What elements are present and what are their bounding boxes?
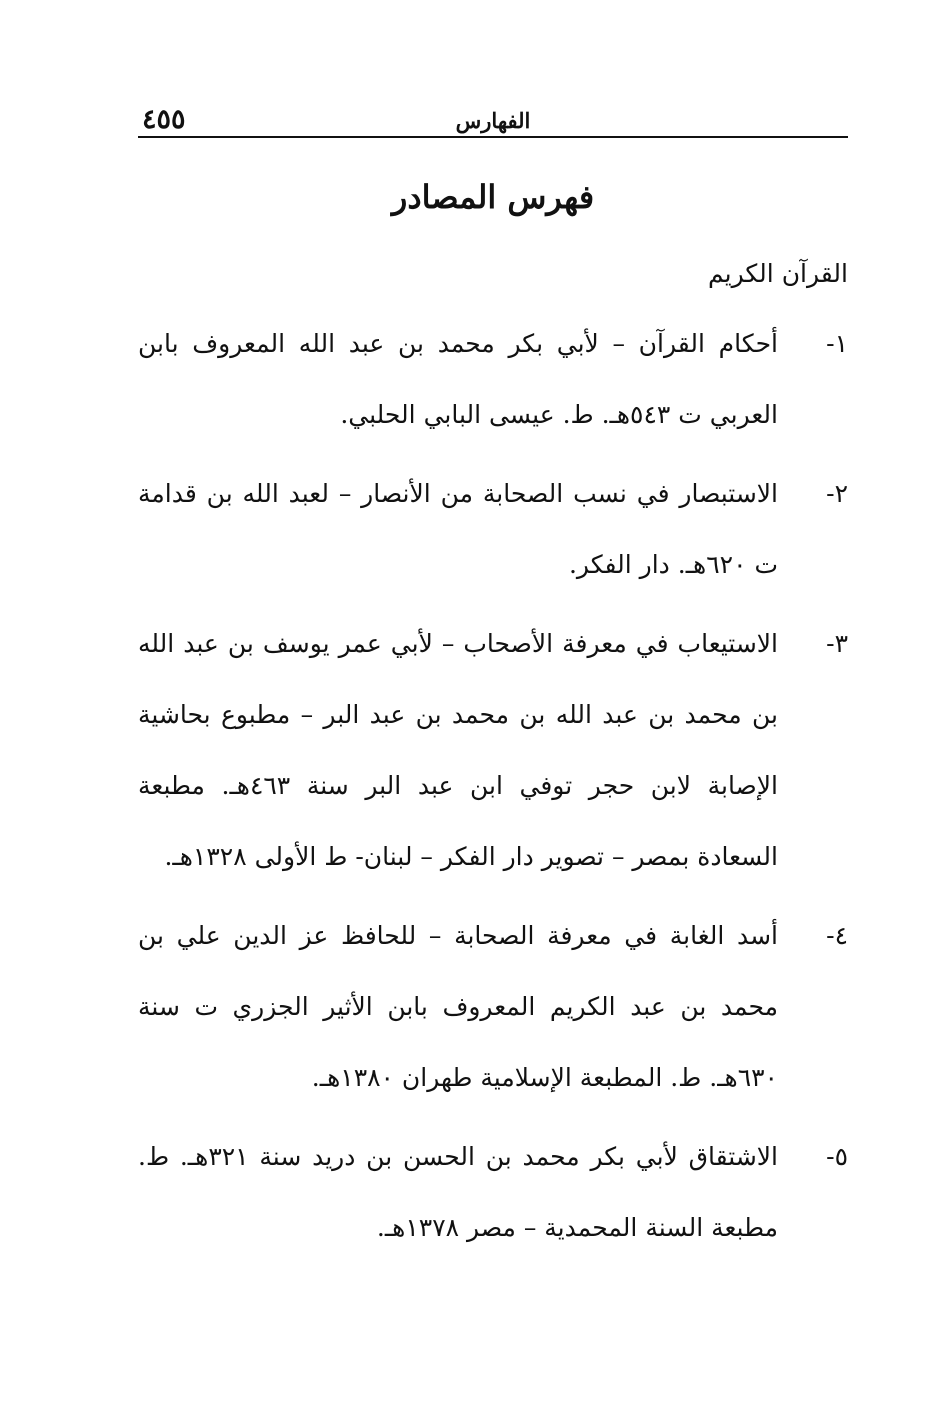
entry-text: أسد الغابة في معرفة الصحابة – للحافظ عز الدين علي بن محمد بن عبد الكريم المعروف بابن الأثير الجزري ت سنة ٦٣٠هـ. ط. المطبعة الإسلامية طهران ١٣٨٠هـ.: [138, 921, 778, 1092]
list-item: [138, 900, 848, 1113]
entry-number: ٤-: [826, 921, 848, 950]
entry-number: ٥-: [826, 1142, 848, 1171]
page-header: [138, 92, 848, 138]
book-page: [138, 92, 848, 1271]
list-item: [138, 1121, 848, 1263]
list-item: [138, 608, 848, 892]
sources-list: [138, 308, 848, 1263]
entry-text: أحكام القرآن – لأبي بكر محمد بن عبد الله المعروف بابن العربي ت ٥٤٣هـ. ط. عيسى البابي الحلبي.: [138, 329, 778, 429]
entry-text: الاستبصار في نسب الصحابة من الأنصار – لعبد الله بن قدامة ت ٦٢٠هـ. دار الفكر.: [138, 479, 778, 579]
entry-text: الاستيعاب في معرفة الأصحاب – لأبي عمر يوسف بن عبد الله بن محمد بن عبد الله بن محمد بن عبد البر – مطبوع بحاشية الإصابة لابن حجر توفي ابن عبد البر سنة ٤٦٣هـ. مطبعة السعادة بمصر – تصوير دار الفكر – لبنان- ط الأولى ١٣٢٨هـ.: [138, 629, 778, 871]
entry-number: ٢-: [826, 479, 848, 508]
entry-number: ١-: [826, 329, 848, 358]
list-item: [138, 308, 848, 450]
intro-line: القرآن الكريم: [707, 259, 848, 288]
page-number: ٤٥٥: [142, 104, 186, 135]
list-item: [138, 458, 848, 600]
entry-number: ٣-: [826, 629, 848, 658]
page-title: فهرس المصادر: [391, 178, 595, 216]
entry-text: الاشتقاق لأبي بكر محمد بن الحسن بن دريد سنة ٣٢١هـ. ط. مطبعة السنة المحمدية – مصر ١٣٧٨هـ.: [138, 1142, 778, 1242]
running-title: الفهارس: [455, 108, 531, 133]
